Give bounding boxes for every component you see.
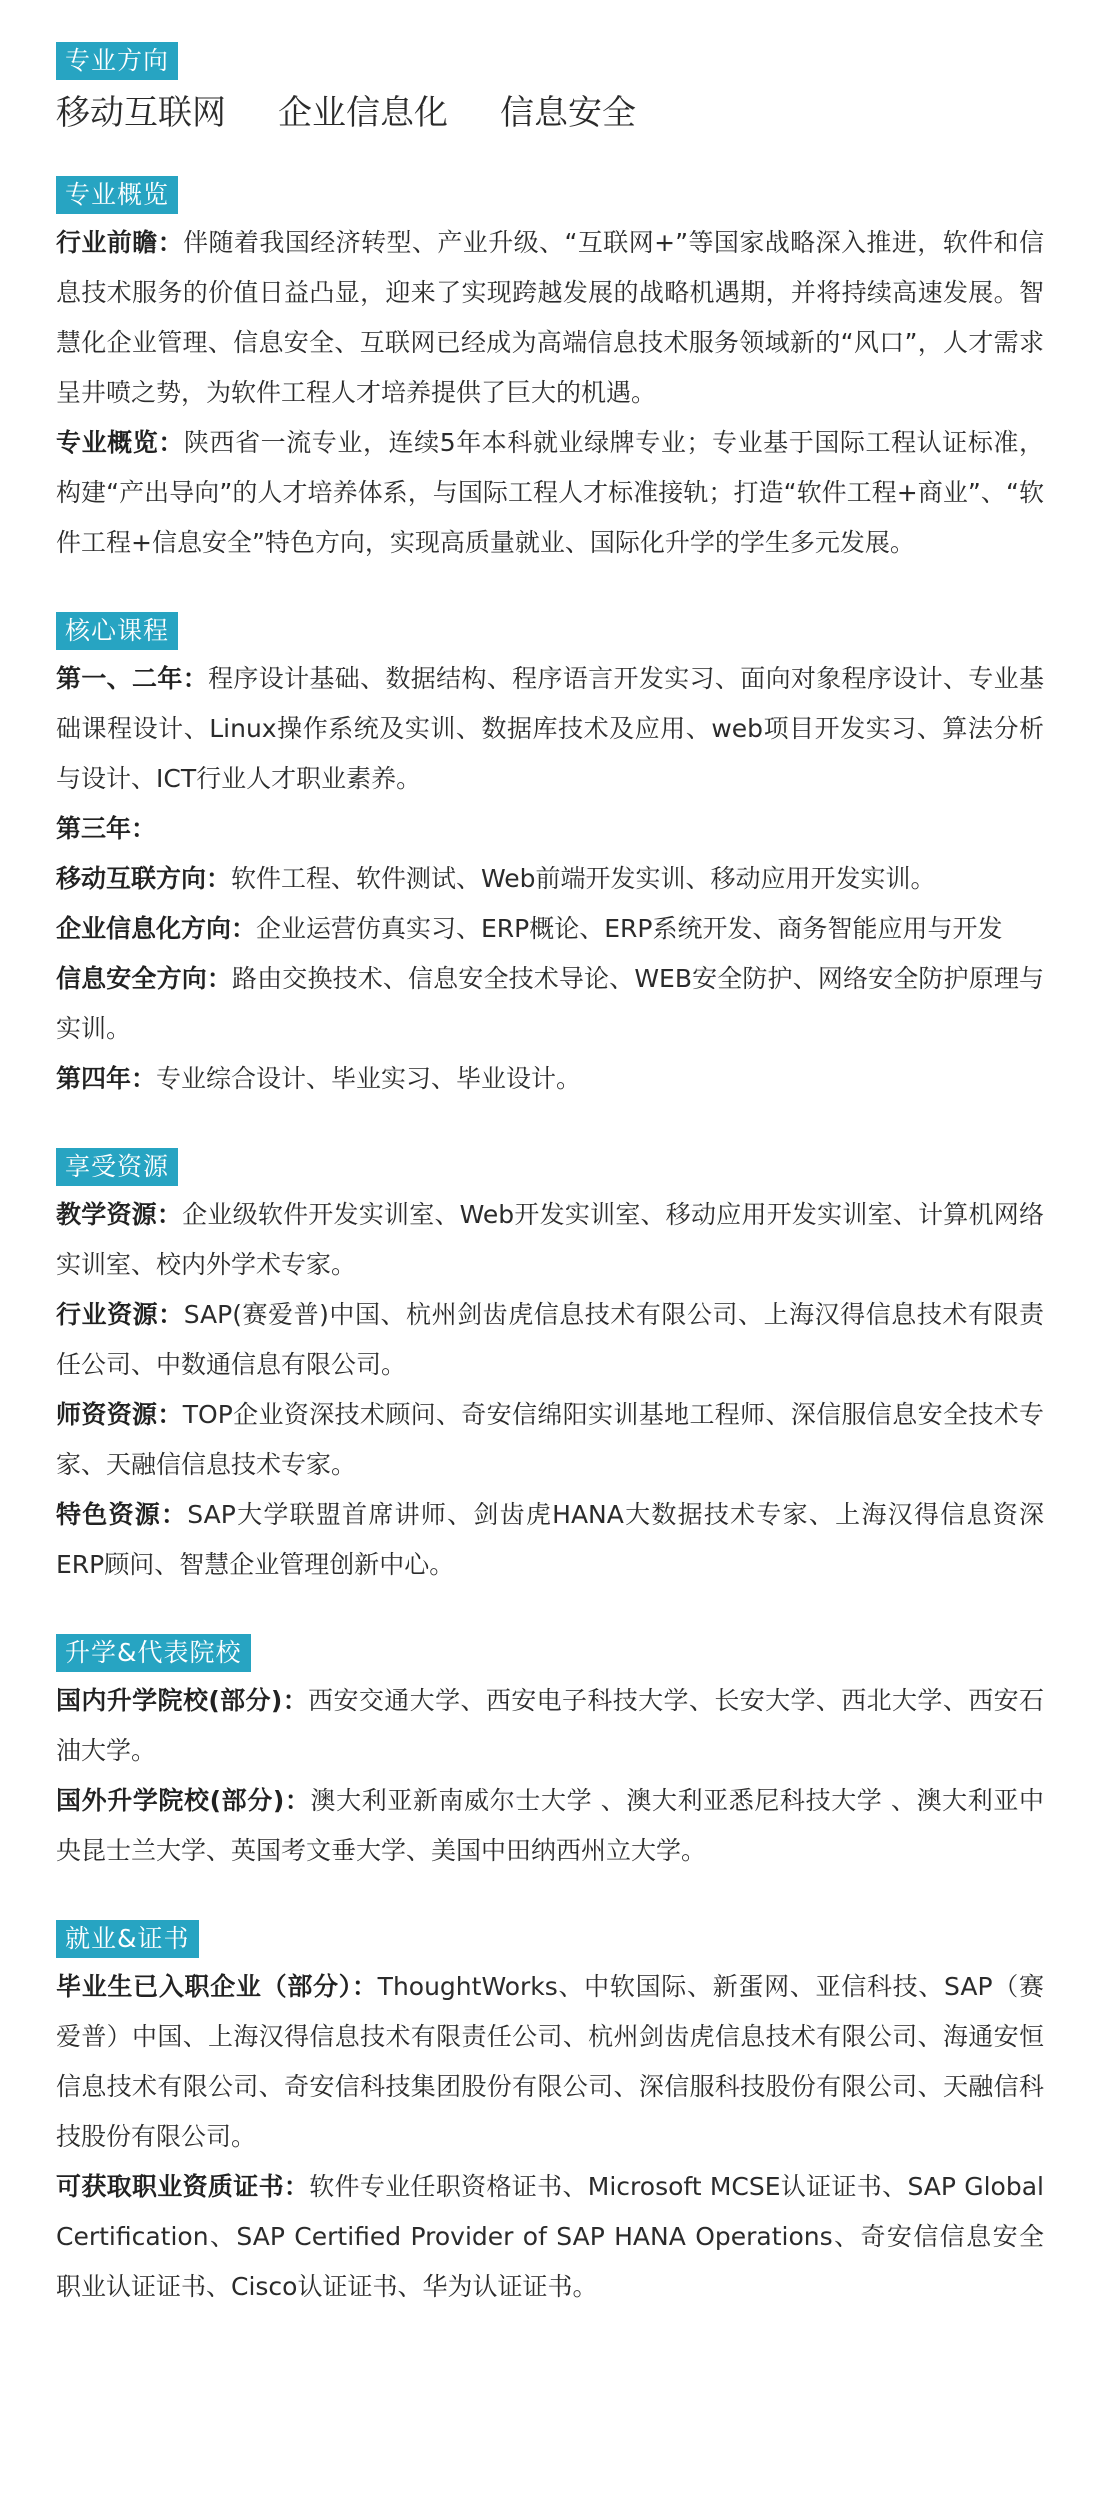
para-label: 移动互联方向： bbox=[56, 864, 232, 893]
overview-paragraph bbox=[56, 418, 1044, 568]
para-label: 第四年： bbox=[56, 1064, 157, 1093]
para-label: 师资资源： bbox=[56, 1400, 183, 1429]
employment-paragraph bbox=[56, 2162, 1044, 2312]
para-text: ThoughtWorks、中软国际、新蛋网、亚信科技、SAP（赛爱普）中国、上海汉得信息技术有限责任公司、杭州剑齿虎信息技术有限公司、海通安恒信息技术有限公司、奇安信科技集团股份有限公司、深信服科技股份有限公司、天融信科技股份有限公司。 bbox=[56, 1972, 1044, 2151]
para-text: 西安交通大学、西安电子科技大学、长安大学、西北大学、西安石油大学。 bbox=[56, 1686, 1044, 1765]
courses-paragraph bbox=[56, 1054, 1044, 1104]
overview-paragraph bbox=[56, 218, 1044, 418]
section-title-employment: 就业&证书 bbox=[56, 1920, 199, 1958]
para-text: SAP(赛爱普)中国、杭州剑齿虎信息技术有限公司、上海汉得信息技术有限责任公司、中数通信息有限公司。 bbox=[56, 1300, 1044, 1379]
resources-paragraph bbox=[56, 1190, 1044, 1290]
direction-item-mobile: 移动互联网 bbox=[56, 93, 226, 133]
para-text: 陕西省一流专业，连续5年本科就业绿牌专业；专业基于国际工程认证标准，构建“产出导向”的人才培养体系，与国际工程人才标准接轨；打造“软件工程+商业”、“软件工程+信息安全”特色方向，实现高质量就业、国际化升学的学生多元发展。 bbox=[56, 428, 1044, 557]
para-text: 伴随着我国经济转型、产业升级、“互联网+”等国家战略深入推进，软件和信息技术服务的价值日益凸显，迎来了实现跨越发展的战略机遇期，并将持续高速发展。智慧化企业管理、信息安全、互联网已经成为高端信息技术服务领域新的“风口”，人才需求呈井喷之势，为软件工程人才培养提供了巨大的机遇。 bbox=[56, 228, 1044, 407]
direction-item-security: 信息安全 bbox=[500, 93, 636, 133]
para-label: 国外升学院校(部分)： bbox=[56, 1786, 311, 1815]
para-label: 毕业生已入职企业（部分）： bbox=[56, 1972, 378, 2001]
resources-paragraph bbox=[56, 1390, 1044, 1490]
section-title-direction: 专业方向 bbox=[56, 42, 178, 80]
para-text: 企业运营仿真实习、ERP概论、ERP系统开发、商务智能应用与开发 bbox=[256, 914, 1003, 943]
further-paragraph bbox=[56, 1676, 1044, 1776]
further-paragraph bbox=[56, 1776, 1044, 1876]
para-text: 专业综合设计、毕业实习、毕业设计。 bbox=[156, 1064, 582, 1093]
para-label: 行业前瞻： bbox=[56, 228, 184, 257]
section-overview bbox=[56, 176, 1044, 568]
para-text: TOP企业资深技术顾问、奇安信绵阳实训基地工程师、深信服信息安全技术专家、天融信信息技术专家。 bbox=[56, 1400, 1044, 1479]
courses-paragraph bbox=[56, 654, 1044, 804]
para-label: 国内升学院校(部分)： bbox=[56, 1686, 309, 1715]
para-label: 特色资源： bbox=[56, 1500, 188, 1529]
para-label: 企业信息化方向： bbox=[56, 914, 257, 943]
section-title-resources: 享受资源 bbox=[56, 1148, 178, 1186]
para-text: 软件专业任职资格证书、Microsoft MCSE认证证书、SAP Global Certification、SAP Certified Provider of SAP HANA Operations、奇安信信息安全职业认证证书、Cisco认证证书、华为认证证书。 bbox=[56, 2172, 1044, 2301]
section-title-courses: 核心课程 bbox=[56, 612, 178, 650]
direction-item-enterprise: 企业信息化 bbox=[278, 93, 448, 133]
para-text: 企业级软件开发实训室、Web开发实训室、移动应用开发实训室、计算机网络实训室、校内外学术专家。 bbox=[56, 1200, 1044, 1279]
section-direction bbox=[56, 42, 1044, 138]
para-label: 教学资源： bbox=[56, 1200, 183, 1229]
courses-paragraph bbox=[56, 954, 1044, 1054]
section-courses bbox=[56, 612, 1044, 1104]
resources-paragraph bbox=[56, 1490, 1044, 1590]
courses-paragraph bbox=[56, 854, 1044, 904]
courses-paragraph bbox=[56, 904, 1044, 954]
para-label: 可获取职业资质证书： bbox=[56, 2172, 310, 2201]
section-title-further-study: 升学&代表院校 bbox=[56, 1634, 251, 1672]
resources-paragraph bbox=[56, 1290, 1044, 1390]
para-label: 行业资源： bbox=[56, 1300, 184, 1329]
para-label: 信息安全方向： bbox=[56, 964, 233, 993]
para-text: SAP大学联盟首席讲师、剑齿虎HANA大数据技术专家、上海汉得信息资深ERP顾问、智慧企业管理创新中心。 bbox=[56, 1500, 1044, 1579]
direction-list bbox=[56, 88, 1044, 138]
section-employment bbox=[56, 1920, 1044, 2312]
para-text: 路由交换技术、信息安全技术导论、WEB安全防护、网络安全防护原理与实训。 bbox=[56, 964, 1044, 1043]
para-text: 程序设计基础、数据结构、程序语言开发实习、面向对象程序设计、专业基础课程设计、Linux操作系统及实训、数据库技术及应用、web项目开发实习、算法分析与设计、ICT行业人才职业素养。 bbox=[56, 664, 1044, 793]
para-label: 第一、二年： bbox=[56, 664, 209, 693]
para-label: 专业概览： bbox=[56, 428, 184, 457]
para-text: 软件工程、软件测试、Web前端开发实训、移动应用开发实训。 bbox=[231, 864, 936, 893]
courses-paragraph bbox=[56, 804, 1044, 854]
section-resources bbox=[56, 1148, 1044, 1590]
para-label: 第三年： bbox=[56, 814, 157, 843]
para-text: 澳大利亚新南威尔士大学 、澳大利亚悉尼科技大学 、澳大利亚中央昆士兰大学、英国考文垂大学、美国中田纳西州立大学。 bbox=[56, 1786, 1044, 1865]
employment-paragraph bbox=[56, 1962, 1044, 2162]
section-title-overview: 专业概览 bbox=[56, 176, 178, 214]
section-further-study bbox=[56, 1634, 1044, 1876]
